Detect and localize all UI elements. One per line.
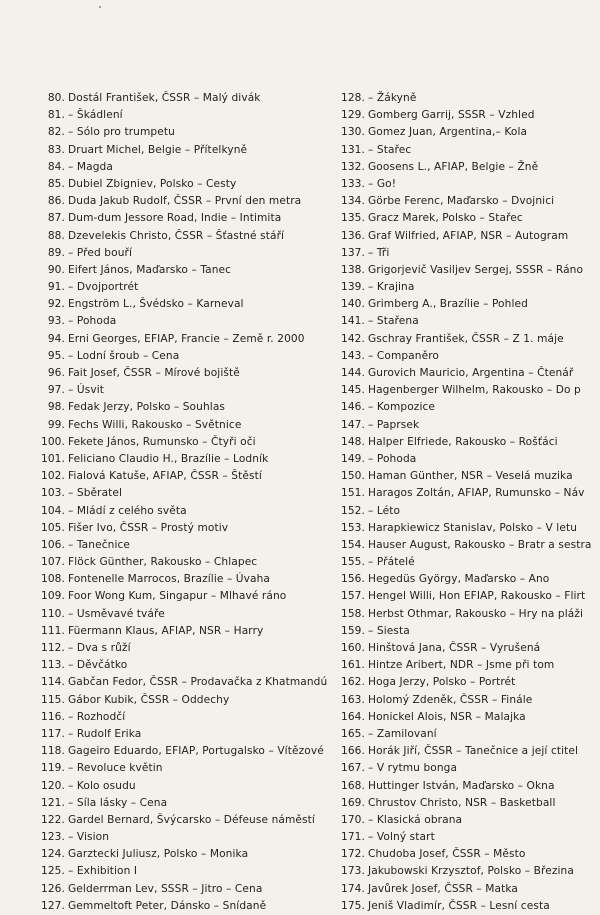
entry-text: – Síla lásky – Cena <box>68 796 168 809</box>
entry-number: 112. <box>41 642 65 654</box>
catalog-entry <box>40 554 330 571</box>
entry-number: 101. <box>41 452 65 465</box>
entry-number: 154. <box>341 538 365 551</box>
entry-number: 141. <box>341 315 365 328</box>
entry-number: 134. <box>341 195 365 208</box>
entry-text: – Rozhodčí <box>68 710 126 723</box>
entry-number: 88. <box>47 229 65 242</box>
entry-text: – Companěro <box>368 349 440 362</box>
entry-number: 99. <box>47 418 65 431</box>
entry-number: 164. <box>341 710 365 723</box>
entry-number: 97. <box>47 384 65 397</box>
entry-text: Halper Elfriede, Rakousko – Rošťáci <box>368 435 558 448</box>
catalog-entry <box>40 846 330 863</box>
catalog-entry <box>40 760 330 777</box>
catalog-entry <box>340 365 600 382</box>
entry-text: Fialová Katuše, AFIAP, ČSSR – Štěstí <box>68 470 262 483</box>
entry-text: Gracz Marek, Polsko – Stařec <box>368 212 523 225</box>
entry-text: Hengel Willi, Hon EFIAP, Rakousko – Flirt <box>368 590 586 603</box>
entry-text: – Dvojportrét <box>68 281 139 294</box>
catalog-entry <box>40 348 330 365</box>
entry-text: Chudoba Josef, ČSSR – Město <box>368 848 526 861</box>
entry-number: 102. <box>41 470 65 483</box>
catalog-entry <box>40 692 330 709</box>
catalog-entry <box>340 829 600 846</box>
catalog-entry <box>40 296 330 313</box>
catalog-entry <box>40 606 330 623</box>
entry-text: – Před bouří <box>68 246 133 259</box>
entry-text: Huttinger István, Maďarsko – Okna <box>368 779 555 792</box>
entry-number: 92. <box>47 298 65 311</box>
entry-text: – Stařena <box>368 315 419 328</box>
catalog-entry <box>340 262 600 279</box>
catalog-entry <box>40 829 330 846</box>
entry-text: – Mládí z celého světa <box>68 504 187 517</box>
catalog-entry <box>340 90 600 107</box>
catalog-entry <box>40 176 330 193</box>
catalog-entry <box>40 726 330 743</box>
catalog-entry <box>340 554 600 571</box>
entry-text: Feliciano Claudio H., Brazílie – Lodník <box>68 452 269 465</box>
entry-text: – Přátelé <box>368 556 415 569</box>
entry-number: 122. <box>41 813 65 826</box>
entry-number: 114. <box>41 676 65 689</box>
catalog-entry <box>340 245 600 262</box>
entry-text: – Stařec <box>368 143 412 156</box>
entry-text: Erni Georges, EFIAP, Francie – Země r. 2000 <box>68 332 305 345</box>
entry-text: Goosens L., AFIAP, Belgie – Žně <box>368 160 539 173</box>
entry-text: Gschray František, ČSSR – Z 1. máje <box>368 332 564 345</box>
entry-text: Gageiro Eduardo, EFIAP, Portugalsko – Vítězové <box>68 745 324 758</box>
catalog-entry <box>40 503 330 520</box>
entry-number: 109. <box>41 590 65 603</box>
entry-number: 121. <box>41 796 65 809</box>
entry-number: 104. <box>41 504 65 517</box>
entry-number: 152. <box>341 504 365 517</box>
entry-number: 138. <box>341 263 365 276</box>
entry-number: 95. <box>47 349 65 362</box>
entry-number: 123. <box>41 831 65 844</box>
entry-number: 144. <box>341 367 365 379</box>
entry-text: – Úsvit <box>68 384 105 397</box>
entry-number: 120. <box>41 779 65 792</box>
entry-number: 107. <box>41 556 65 569</box>
entry-text: Füermann Klaus, AFIAP, NSR – Harry <box>68 624 264 637</box>
entry-number: 86. <box>47 195 65 208</box>
catalog-entry <box>340 898 600 915</box>
catalog-entry <box>40 331 330 348</box>
entry-number: 128. <box>341 92 365 104</box>
catalog-entry <box>40 365 330 382</box>
entry-text: – Vision <box>68 831 110 844</box>
catalog-entry <box>340 537 600 554</box>
entry-text: – Krajina <box>368 281 415 294</box>
catalog-entry <box>340 176 600 193</box>
catalog-entry <box>40 228 330 245</box>
catalog-entry <box>40 210 330 227</box>
entry-number: 160. <box>341 642 365 654</box>
entry-number: 158. <box>341 607 365 620</box>
entry-text: Haman Günther, NSR – Veselá muzika <box>368 470 573 483</box>
catalog-entry <box>340 726 600 743</box>
entry-number: 173. <box>341 865 365 878</box>
entry-text: – Škádlení <box>68 109 123 122</box>
entry-text: – Sběratel <box>68 487 123 500</box>
entry-number: 159. <box>341 624 365 637</box>
entry-text: Engström L., Švédsko – Karneval <box>68 298 244 311</box>
entry-text: Holomý Zdeněk, ČSSR – Finále <box>368 693 533 706</box>
catalog-entry <box>340 296 600 313</box>
entry-text: Javůrek Josef, ČSSR – Matka <box>368 882 519 895</box>
catalog-entry <box>340 692 600 709</box>
catalog-entry <box>340 657 600 674</box>
entry-number: 135. <box>341 212 365 225</box>
entry-number: 136. <box>341 229 365 242</box>
entry-text: – Rudolf Erika <box>68 727 142 740</box>
entry-number: 108. <box>41 573 65 586</box>
entry-text: Foor Wong Kum, Singapur – Mlhavé ráno <box>68 590 287 603</box>
catalog-entry <box>40 245 330 262</box>
entry-number: 172. <box>341 848 365 861</box>
catalog-entry <box>340 142 600 159</box>
entry-number: 161. <box>341 659 365 672</box>
entry-number: 124. <box>41 848 65 861</box>
entry-text: Dum-dum Jessore Road, Indie – Intimita <box>68 212 282 225</box>
entry-number: 87. <box>47 212 65 225</box>
catalog-entry <box>340 606 600 623</box>
entry-number: 133. <box>341 177 365 190</box>
catalog-entry <box>340 399 600 416</box>
catalog-entry <box>340 313 600 330</box>
catalog-entry <box>340 778 600 795</box>
catalog-entry <box>40 537 330 554</box>
entry-number: 119. <box>41 762 65 775</box>
catalog-entry <box>40 709 330 726</box>
entry-number: 145. <box>341 384 365 397</box>
catalog-entry <box>40 159 330 176</box>
catalog-entry <box>40 262 330 279</box>
entry-text: Chrustov Christo, NSR – Basketball <box>368 796 556 809</box>
catalog-entry <box>40 90 330 107</box>
catalog-entry <box>40 193 330 210</box>
entry-text: – Paprsek <box>368 418 420 431</box>
entry-text: Haragos Zoltán, AFIAP, Rumunsko – Náv <box>368 487 585 500</box>
entry-number: 153. <box>341 521 365 534</box>
entry-text: – Léto <box>368 504 401 517</box>
catalog-entry <box>40 451 330 468</box>
entry-number: 113. <box>41 659 65 672</box>
entry-text: Jakubowski Krzysztof, Polsko – Březina <box>368 865 574 878</box>
entry-text: – Děvčátko <box>68 659 128 672</box>
entry-text: Grigorjevič Vasiljev Sergej, SSSR – Ráno <box>368 263 584 276</box>
paper-speck <box>99 6 101 8</box>
catalog-entry <box>340 348 600 365</box>
entry-text: Gelderrman Lev, SSSR – Jitro – Cena <box>68 882 263 895</box>
entry-number: 146. <box>341 401 365 414</box>
entry-text: Görbe Ferenc, Maďarsko – Dvojnici <box>368 195 555 208</box>
catalog-entry <box>40 124 330 141</box>
entry-number: 125. <box>41 865 65 878</box>
catalog-entry <box>40 778 330 795</box>
entry-text: – Dva s růží <box>68 642 131 654</box>
entry-text: – Kolo osudu <box>68 779 136 792</box>
entry-text: Fekete János, Rumunsko – Čtyři oči <box>68 435 256 448</box>
entry-text: – Magda <box>68 160 113 173</box>
entry-number: 147. <box>341 418 365 431</box>
catalog-entry <box>340 228 600 245</box>
entry-number: 167. <box>341 762 365 775</box>
entry-number: 168. <box>341 779 365 792</box>
catalog-entry <box>40 485 330 502</box>
entry-text: Hagenberger Wilhelm, Rakousko – Do p <box>368 384 581 397</box>
entry-number: 148. <box>341 435 365 448</box>
entry-number: 110. <box>41 607 65 620</box>
entry-text: – Tři <box>368 246 390 259</box>
catalog-entry <box>40 588 330 605</box>
entry-number: 94. <box>47 332 65 345</box>
catalog-entry <box>40 434 330 451</box>
catalog-entry <box>340 760 600 777</box>
catalog-entry <box>40 674 330 691</box>
entry-number: 116. <box>41 710 65 723</box>
catalog-entry <box>40 399 330 416</box>
catalog-entry <box>340 417 600 434</box>
catalog-entry <box>340 124 600 141</box>
entry-text: Hegedüs György, Maďarsko – Ano <box>368 573 550 586</box>
entry-number: 129. <box>341 109 365 122</box>
entry-number: 105. <box>41 521 65 534</box>
catalog-entry <box>40 795 330 812</box>
entry-text: – Tanečnice <box>68 538 131 551</box>
entry-text: Honickel Alois, NSR – Malajka <box>368 710 526 723</box>
catalog-entry <box>340 434 600 451</box>
entry-number: 100. <box>41 435 65 448</box>
catalog-entry <box>340 674 600 691</box>
entry-text: – Kompozice <box>368 401 436 414</box>
entry-text: Fait Josef, ČSSR – Mírové bojiště <box>68 367 240 379</box>
entry-text: Fedak Jerzy, Polsko – Souhlas <box>68 401 226 414</box>
entry-number: 117. <box>41 727 65 740</box>
entry-number: 84. <box>47 160 65 173</box>
entry-text: Herbst Othmar, Rakousko – Hry na pláži <box>368 607 584 620</box>
entry-text: Duda Jakub Rudolf, ČSSR – První den metra <box>68 195 302 208</box>
entry-number: 165. <box>341 727 365 740</box>
entry-text: Gomberg Garrij, SSSR – Vzhled <box>368 109 535 122</box>
entry-number: 89. <box>47 246 65 259</box>
catalog-entry <box>340 107 600 124</box>
catalog-entry <box>340 846 600 863</box>
entry-number: 126. <box>41 882 65 895</box>
entry-number: 137. <box>341 246 365 259</box>
entry-text: Graf Wilfried, AFIAP, NSR – Autogram <box>368 229 569 242</box>
entry-number: 81. <box>47 109 65 122</box>
entry-number: 163. <box>341 693 365 706</box>
entry-number: 98. <box>47 401 65 414</box>
catalog-entry <box>340 159 600 176</box>
entries-column-right <box>340 90 600 915</box>
entry-text: Garztecki Juliusz, Polsko – Monika <box>68 848 249 861</box>
catalog-entry <box>340 795 600 812</box>
catalog-entry <box>340 881 600 898</box>
entry-number: 174. <box>341 882 365 895</box>
entry-text: – Lodní šroub – Cena <box>68 349 180 362</box>
entry-number: 149. <box>341 452 365 465</box>
catalog-entry <box>340 382 600 399</box>
catalog-entry <box>340 812 600 829</box>
entry-text: Hinštová Jana, ČSSR – Vyrušená <box>368 642 541 654</box>
entry-text: Druart Michel, Belgie – Přítelkyně <box>68 143 248 156</box>
entry-text: Gabčan Fedor, ČSSR – Prodavačka z Khatmandú <box>68 676 328 689</box>
entry-number: 83. <box>47 143 65 156</box>
entry-text: Harapkiewicz Stanislav, Polsko – V letu <box>368 521 578 534</box>
catalog-entry <box>340 331 600 348</box>
entry-number: 155. <box>341 556 365 569</box>
entry-number: 115. <box>41 693 65 706</box>
entry-text: Gardel Bernard, Švýcarsko – Défeuse náměstí <box>68 813 315 826</box>
entry-number: 142. <box>341 332 365 345</box>
catalog-entry <box>40 313 330 330</box>
catalog-entry <box>340 210 600 227</box>
entry-text: – Exhibition I <box>68 865 138 878</box>
entry-number: 169. <box>341 796 365 809</box>
entry-text: Fontenelle Marrocos, Brazílie – Úvaha <box>68 573 271 586</box>
entry-number: 171. <box>341 831 365 844</box>
catalog-entry <box>40 468 330 485</box>
catalog-entry <box>340 623 600 640</box>
entry-number: 132. <box>341 160 365 173</box>
entry-text: Gurovich Mauricio, Argentina – Čtenář <box>368 367 574 379</box>
catalog-entry <box>340 588 600 605</box>
catalog-entry <box>40 640 330 657</box>
catalog-entry <box>40 623 330 640</box>
entry-number: 96. <box>47 367 65 379</box>
entry-number: 130. <box>341 126 365 139</box>
entry-text: Dubiel Zbigniev, Polsko – Cesty <box>68 177 237 190</box>
entry-number: 162. <box>341 676 365 689</box>
entry-number: 93. <box>47 315 65 328</box>
entry-number: 170. <box>341 813 365 826</box>
entry-text: Gemmeltoft Peter, Dánsko – Snídaně <box>68 899 267 912</box>
entry-text: – Pohoda <box>68 315 117 328</box>
entry-text: – Žákyně <box>368 92 417 104</box>
catalog-entry <box>40 863 330 880</box>
catalog-entry <box>340 485 600 502</box>
catalog-entry <box>40 520 330 537</box>
entry-text: Dostál František, ČSSR – Malý divák <box>68 92 261 104</box>
catalog-entry <box>40 142 330 159</box>
entry-text: Eifert János, Maďarsko – Tanec <box>68 263 232 276</box>
entry-number: 106. <box>41 538 65 551</box>
entry-text: – Usměvavé tváře <box>68 607 165 620</box>
catalog-entry <box>40 743 330 760</box>
entry-number: 80. <box>47 92 65 104</box>
entry-number: 175. <box>341 899 365 912</box>
entry-number: 151. <box>341 487 365 500</box>
entry-number: 118. <box>41 745 65 758</box>
catalog-entry <box>40 657 330 674</box>
catalog-entry <box>40 279 330 296</box>
entry-text: Fišer Ivo, ČSSR – Prostý motiv <box>68 521 229 534</box>
entry-text: Grimberg A., Brazílie – Pohled <box>368 298 528 311</box>
entry-number: 140. <box>341 298 365 311</box>
catalog-entry <box>340 571 600 588</box>
catalog-entry <box>340 743 600 760</box>
entry-text: – Pohoda <box>368 452 417 465</box>
catalog-entry <box>340 640 600 657</box>
entry-number: 157. <box>341 590 365 603</box>
catalog-entry <box>40 571 330 588</box>
entry-number: 143. <box>341 349 365 362</box>
catalog-entry <box>40 812 330 829</box>
catalog-entry <box>40 107 330 124</box>
catalog-entry <box>340 468 600 485</box>
entry-number: 131. <box>341 143 365 156</box>
entry-number: 85. <box>47 177 65 190</box>
entry-text: – Revoluce květin <box>68 762 163 775</box>
catalog-entry <box>340 503 600 520</box>
catalog-entry <box>40 382 330 399</box>
catalog-entry <box>340 709 600 726</box>
entry-text: – Siesta <box>368 624 410 637</box>
entry-text: Hintze Aribert, NDR – Jsme při tom <box>368 659 555 672</box>
catalog-entry <box>340 279 600 296</box>
catalog-entry <box>340 193 600 210</box>
entry-text: Hauser August, Rakousko – Bratr a sestra <box>368 538 592 551</box>
catalog-entry <box>340 451 600 468</box>
entry-text: Horák Jiří, ČSSR – Tanečnice a její ctitel <box>368 745 579 758</box>
entry-number: 103. <box>41 487 65 500</box>
entry-text: – Sólo pro trumpetu <box>68 126 175 139</box>
entry-text: Gomez Juan, Argentina,– Kola <box>368 126 528 139</box>
entry-number: 166. <box>341 745 365 758</box>
entry-text: Gábor Kubik, ČSSR – Oddechy <box>68 693 230 706</box>
entry-number: 111. <box>41 624 65 637</box>
entry-number: 82. <box>47 126 65 139</box>
entry-text: Dzevelekis Christo, ČSSR – Šťastné stáří <box>68 229 285 242</box>
entry-number: 139. <box>341 281 365 294</box>
entries-column-left <box>40 90 330 915</box>
catalog-entry <box>40 898 330 915</box>
entry-text: – Zamilovaní <box>368 727 437 740</box>
entry-number: 156. <box>341 573 365 586</box>
catalog-entry <box>340 863 600 880</box>
entry-text: – V rytmu bonga <box>368 762 458 775</box>
catalog-entry <box>40 881 330 898</box>
entry-text: – Go! <box>368 177 397 190</box>
entry-number: 90. <box>47 263 65 276</box>
entry-text: Jeniš Vladimír, ČSSR – Lesní cesta <box>368 899 550 912</box>
entry-text: – Volný start <box>368 831 435 844</box>
entry-text: Hoga Jerzy, Polsko – Portrét <box>368 676 516 689</box>
entry-number: 150. <box>341 470 365 483</box>
catalog-entry <box>40 417 330 434</box>
catalog-entry <box>340 520 600 537</box>
entry-number: 91. <box>47 281 65 294</box>
entry-number: 127. <box>41 899 65 912</box>
entry-text: Fechs Willi, Rakousko – Světnice <box>68 418 242 431</box>
entry-text: – Klasická obrana <box>368 813 463 826</box>
entry-text: Flöck Günther, Rakousko – Chlapec <box>68 556 258 569</box>
